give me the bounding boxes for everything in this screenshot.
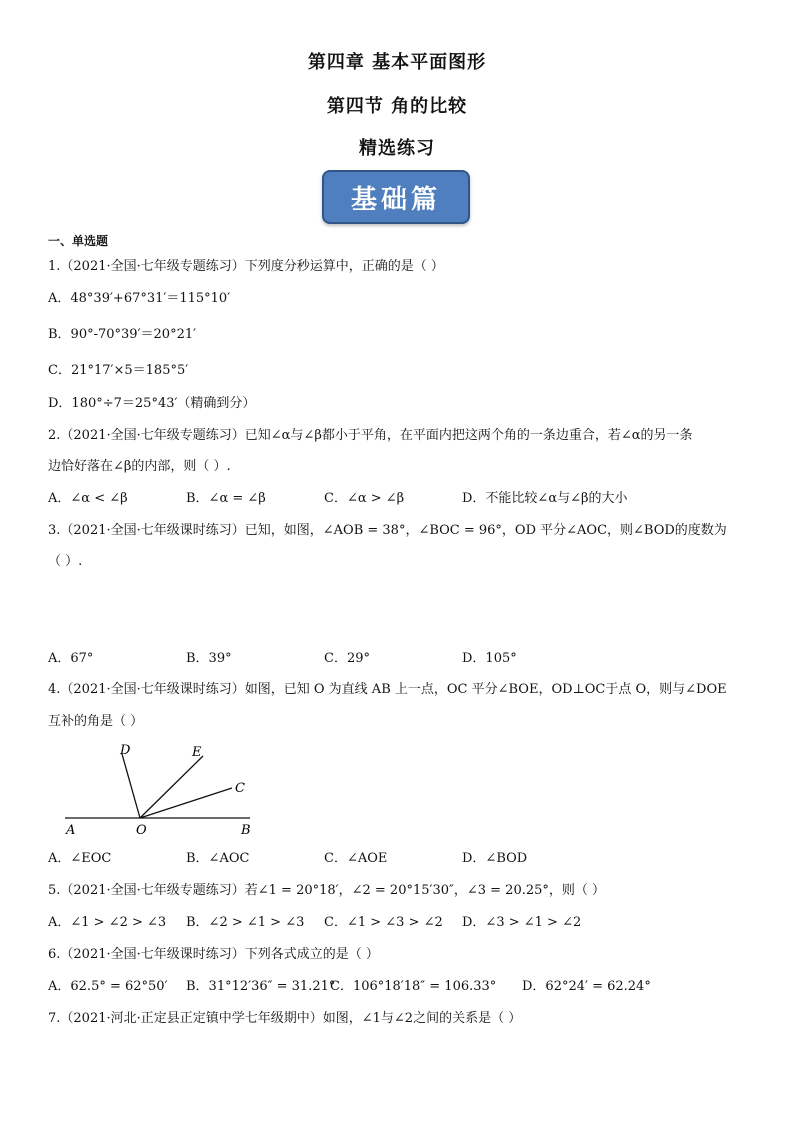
question-3-stem-cont: （ ）. (48, 554, 83, 569)
label-o: O (136, 823, 147, 838)
label-b: B (241, 823, 251, 838)
ray-od (122, 754, 140, 818)
question-5-option-d: D．∠3 > ∠1 > ∠2 (462, 915, 582, 930)
question-1-option-a: A．48°39′+67°31′＝115°10′ (48, 291, 231, 306)
level-badge: 基础篇 (322, 170, 470, 224)
question-1-stem: 1.（2021·全国·七年级专题练习）下列度分秒运算中，正确的是（ ） (48, 259, 444, 274)
question-2-stem-cont: 边恰好落在∠β的内部，则（ ）. (48, 459, 231, 474)
question-3-option-b: B．39° (186, 651, 232, 666)
question-2-option-c: C．∠α > ∠β (324, 491, 405, 506)
question-3-option-c: C．29° (324, 651, 370, 666)
label-d: D (120, 743, 131, 758)
question-2-stem: 2.（2021·全国·七年级专题练习）已知∠α与∠β都小于平角，在平面内把这两个角的一条边重合，若∠α的另一条 (48, 428, 693, 443)
question-5-option-a: A．∠1 > ∠2 > ∠3 (48, 915, 167, 930)
question-4-stem: 4.（2021·全国·七年级课时练习）如图，已知 O 为直线 AB 上一点，OC 平分∠BOE，OD⊥OC于点 O，则与∠DOE (48, 682, 727, 697)
question-4-stem-cont: 互补的角是（ ） (48, 714, 144, 729)
question-3-option-d: D．105° (462, 651, 517, 666)
ray-oe (140, 756, 203, 818)
question-4-option-a: A．∠EOC (48, 851, 112, 866)
label-c: C (235, 781, 245, 796)
question-6-option-a: A．62.5° = 62°50′ (48, 979, 168, 994)
question-1-option-d: D．180°÷7＝25°43′（精确到分） (48, 396, 256, 411)
question-6-option-b: B．31°12′36″ = 31.21° (186, 979, 336, 994)
section-title: 第四节 角的比较 (326, 96, 468, 117)
question-6-stem: 6.（2021·全国·七年级课时练习）下列各式成立的是（ ） (48, 947, 379, 962)
question-7-stem: 7.（2021·河北·正定县正定镇中学七年级期中）如图，∠1与∠2之间的关系是（ ） (48, 1011, 522, 1026)
question-2-option-a: A．∠α < ∠β (48, 491, 128, 506)
label-a: A (66, 823, 76, 838)
question-5-stem: 5.（2021·全国·七年级专题练习）若∠1 = 20°18′，∠2 = 20°15′30″，∠3 = 20.25°，则（ ） (48, 883, 606, 898)
question-3-option-a: A．67° (48, 651, 94, 666)
question-2-option-b: B．∠α = ∠β (186, 491, 266, 506)
angle-figure (60, 742, 270, 838)
part-heading: 一、单选题 (48, 234, 109, 248)
question-2-option-d: D．不能比较∠α与∠β的大小 (462, 491, 628, 506)
question-4-option-d: D．∠BOD (462, 851, 528, 866)
question-6-option-d: D．62°24′ = 62.24° (522, 979, 651, 994)
chapter-title: 第四章 基本平面图形 (307, 52, 487, 73)
question-5-option-c: C．∠1 > ∠3 > ∠2 (324, 915, 443, 930)
question-5-option-b: B．∠2 > ∠1 > ∠3 (186, 915, 305, 930)
question-1-option-c: C．21°17′×5＝185°5′ (48, 363, 189, 378)
question-6-option-c: C．106°18′18″ = 106.33° (330, 979, 497, 994)
question-3-stem: 3.（2021·全国·七年级课时练习）已知，如图，∠AOB = 38°，∠BOC = 96°，OD 平分∠AOC，则∠BOD的度数为 (48, 523, 727, 538)
question-4-option-c: C．∠AOE (324, 851, 388, 866)
question-1-option-b: B．90°-70°39′＝20°21′ (48, 327, 197, 342)
label-e: E (192, 745, 202, 760)
question-4-option-b: B．∠AOC (186, 851, 250, 866)
ray-oc (140, 788, 232, 818)
subtitle: 精选练习 (359, 138, 435, 159)
